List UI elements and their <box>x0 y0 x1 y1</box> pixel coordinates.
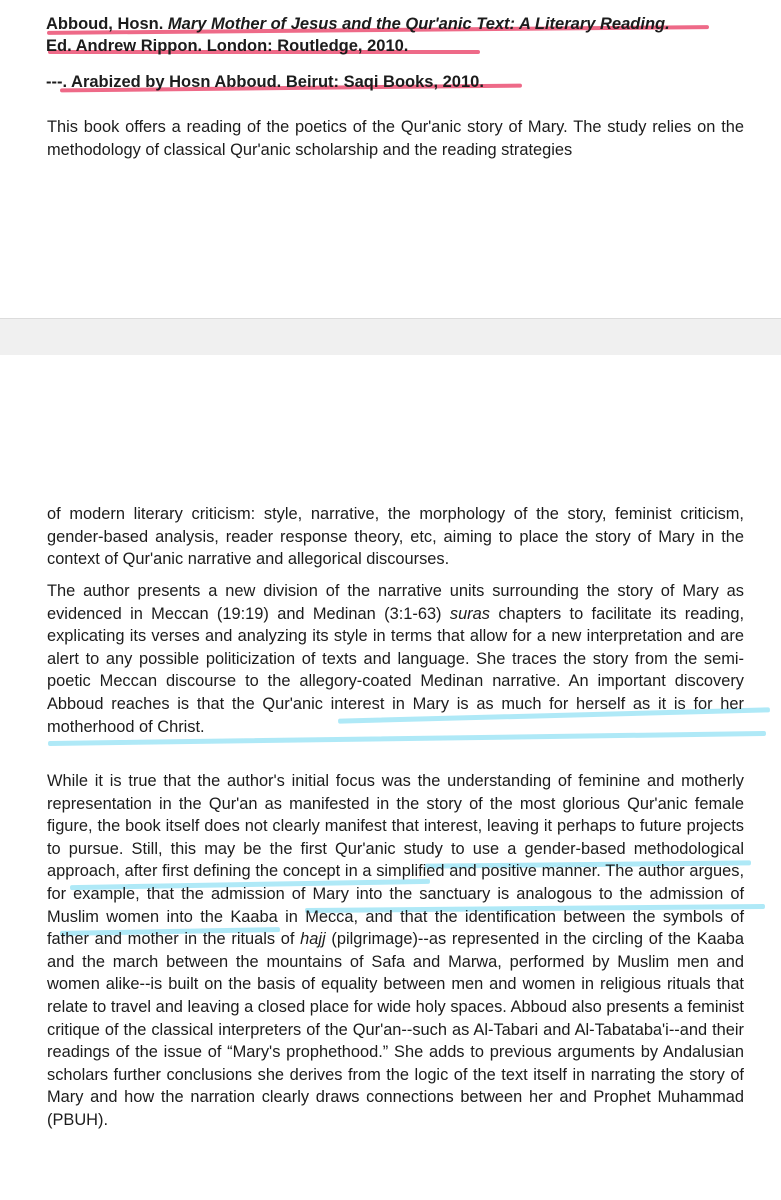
citation-line-3: ---. Arabized by Hosn Abboud. Beirut: Saqi Books, 2010. <box>46 73 484 91</box>
citation-line-2: Ed. Andrew Rippon. London: Routledge, 2010. <box>46 37 409 55</box>
page-separator <box>0 318 781 356</box>
citation-author: Abboud, Hosn. <box>46 15 168 33</box>
suras-term: suras <box>449 604 490 623</box>
citation-title: Mary Mother of Jesus and the Qur'anic Text: A Literary Reading. <box>167 15 670 33</box>
paragraph-3 <box>47 770 744 1132</box>
paragraph-2 <box>47 580 744 738</box>
paragraph-3-part-c: (pilgrimage)--as represented in the circling of the Kaaba and the march between the mountains of Safa and Marwa, performed by Muslim men and women alike--is built on the basis of equality between men and women in religious rituals that relate to travel and leaving a closed place for wide holy spaces. Abboud also presents a feminist critique of the classical interpreters of the Qur'an--such as Al-Tabari and Al-Tabataba'i--and their readings of the issue of “Mary's prophethood.” She adds to previous arguments by Andalusian scholars further conclusions she derives from the logic of the text itself in narrating the story of Mary and how the narration clearly draws connections between her and Prophet Muhammad (PBUH). <box>47 930 744 1129</box>
paragraph-3-part-a: While it is true that the author's initial focus was the understanding of feminine and motherly representation in the Qur'an as manifested in the story of the most glorious Qur'anic female figure, the book itself does not clearly manifest that interest, leaving it perhaps to future projects to pursue. Still, this may be the first Qur'anic study to use a gender-based methodological approach, after first defining the concept in a simplified and positive manner. The author argues, for example, that the admission of Mary into the sanctuary is analogous to the admission of Muslim women into the Kaaba in Mecca, and that the identification between the symbols of father and mother in the rituals of <box>47 772 744 949</box>
citation-line-1 <box>46 13 756 35</box>
hajj-term: hajj <box>300 930 326 949</box>
paragraph-1: of modern literary criticism: style, narrative, the morphology of the story, feminist criticism, gender-based analysis, reader response theory, etc, aiming to place the story of Mary in the context of Qur'anic narrative and allegorical discourses. <box>47 505 744 569</box>
paragraph-2-part-c: chapters to facilitate its reading, explicating its verses and analyzing its style in terms that allow for a new interpretation and are alert to any possible politicization of texts and language. She traces the story from the semi-poetic Meccan discourse to the allegory-coated Medinan narrative. An important discovery Abboud reaches is that the Qur'anic interest in Mary is as much for herself as it is for her motherhood of Christ. <box>47 604 745 736</box>
intro-paragraph: This book offers a reading of the poetics of the Qur'anic story of Mary. The study relies on the methodology of classical Qur'anic scholarship and the reading strategies <box>47 118 744 159</box>
paragraph-2-part-a: The author presents a new division of the narrative units surrounding the story of Mary as evidenced in Meccan (19:19) and Medinan (3:1-63) <box>47 582 744 623</box>
